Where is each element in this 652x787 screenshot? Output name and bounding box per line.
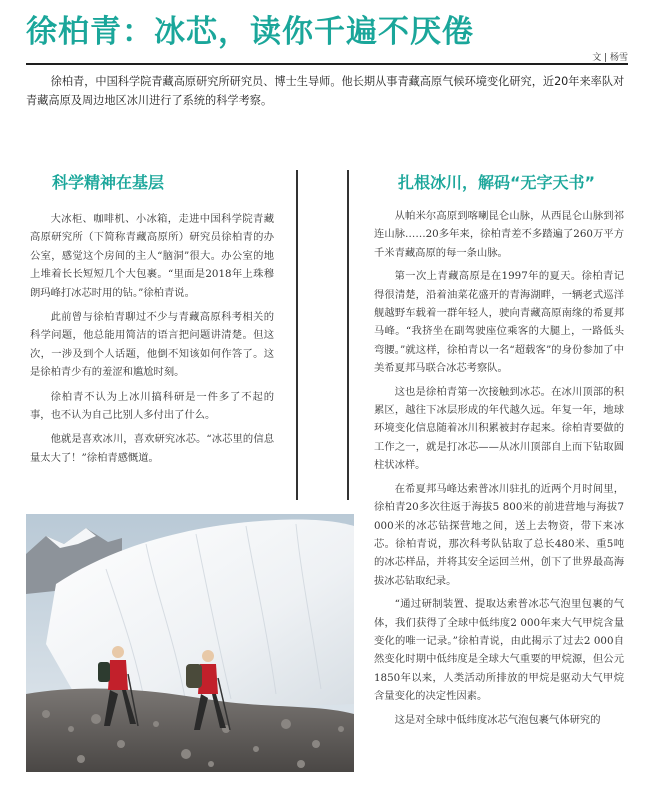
left-column xyxy=(30,210,274,473)
left-section-heading: 科学精神在基层 xyxy=(52,173,165,192)
glacier-photo xyxy=(26,514,354,772)
left-paragraph-4: 他就是喜欢冰川，喜欢研究冰芯。“冰芯里的信息量太大了！”徐柏青感慨道。 xyxy=(30,433,274,464)
column-divider-left xyxy=(296,170,298,500)
right-paragraph-5: “通过研制装置、提取达索普冰芯气泡里包裹的气体，我们获得了全球中低纬度2 000年来大气甲烷含量变化的唯一记录。”徐柏青说，由此揭示了过去2 000自然变化时期中低纬度是全球大气重要的甲烷源，但公元1850年以来，人类活动所排放的甲烷是驱动大气甲烷含量变化的决定性因素。 xyxy=(374,598,624,703)
title-divider xyxy=(26,63,628,65)
article-title: 徐柏青：冰芯，读你千遍不厌倦 xyxy=(26,14,474,50)
byline: 文 | 杨雪 xyxy=(592,53,628,63)
intro-paragraph: 徐柏青，中国科学院青藏高原研究所研究员、博士生导师。他长期从事青藏高原气候环境变化研究，近20年来率队对青藏高原及周边地区冰川进行了系统的科学考察。 xyxy=(26,75,625,107)
left-paragraph-3: 徐柏青不认为上冰川搞科研是一件多了不起的事，也不认为自己比别人多付出了什么。 xyxy=(30,390,274,422)
right-paragraph-2: 第一次上青藏高原是在1997年的夏天。徐柏青记得很清楚，沿着油菜花盛开的青海湖畔，一辆老式巡洋舰越野车载着一群年轻人，驶向青藏高原南缘的希夏邦马峰。“我挤坐在副驾驶座位乘客的大腿上，一路低头弯腰。”就这样，徐柏青以一名“超载客”的身份参加了中美希夏邦马联合冰芯考察队。 xyxy=(374,270,624,375)
right-paragraph-1: 从帕米尔高原到喀喇昆仑山脉，从西昆仑山脉到祁连山脉……20多年来，徐柏青差不多踏遍了260万平方千米青藏高原的每一条山脉。 xyxy=(374,210,624,259)
left-paragraph-1: 大冰柜、咖啡机、小冰箱，走进中国科学院青藏高原研究所（下简称青藏高原所）研究员徐柏青的办公室，感觉这个房间的主人“脑洞”很大。办公室的地上堆着长长短短几个大包裹。“里面是2018年上珠穆朗玛峰打冰芯时用的钻。”徐柏青说。 xyxy=(30,213,274,299)
right-paragraph-4: 在希夏邦马峰达索普冰川驻扎的近两个月时间里，徐柏青20多次往返于海拔5 800米的前进营地与海拔7 000米的冰芯钻探营地之间，送上去物资，带下来冰芯。徐柏青说，那次科考队钻取了总长480米、重5吨的冰芯样品，并将其安全运回兰州，创下了世界最高海拔冰芯钻取纪录。 xyxy=(374,482,624,587)
glacier-illustration xyxy=(26,514,354,772)
column-divider-right xyxy=(347,170,349,500)
right-paragraph-6: 这是对全球中低纬度冰芯气泡包裹气体研究的 xyxy=(394,713,601,726)
intro-block xyxy=(26,72,628,110)
right-column xyxy=(374,207,624,734)
right-section-heading: 扎根冰川，解码“无字天书” xyxy=(398,173,596,192)
right-paragraph-3: 这也是徐柏青第一次接触到冰芯。在冰川顶部的积累区，越往下冰层形成的年代越久远。年复一年，地球环境变化信息随着冰川积累被封存起来。徐柏青要做的工作之一，就是打冰芯——从冰川顶部自上而下钻取圆柱状冰样。 xyxy=(374,385,624,472)
left-paragraph-2: 此前曾与徐柏青聊过不少与青藏高原科考相关的科学问题，他总能用简洁的语言把问题讲清楚。但这次，一涉及到个人话题，他倒不知该如何作答了。这是徐柏青少有的羞涩和尴尬时刻。 xyxy=(30,311,274,379)
